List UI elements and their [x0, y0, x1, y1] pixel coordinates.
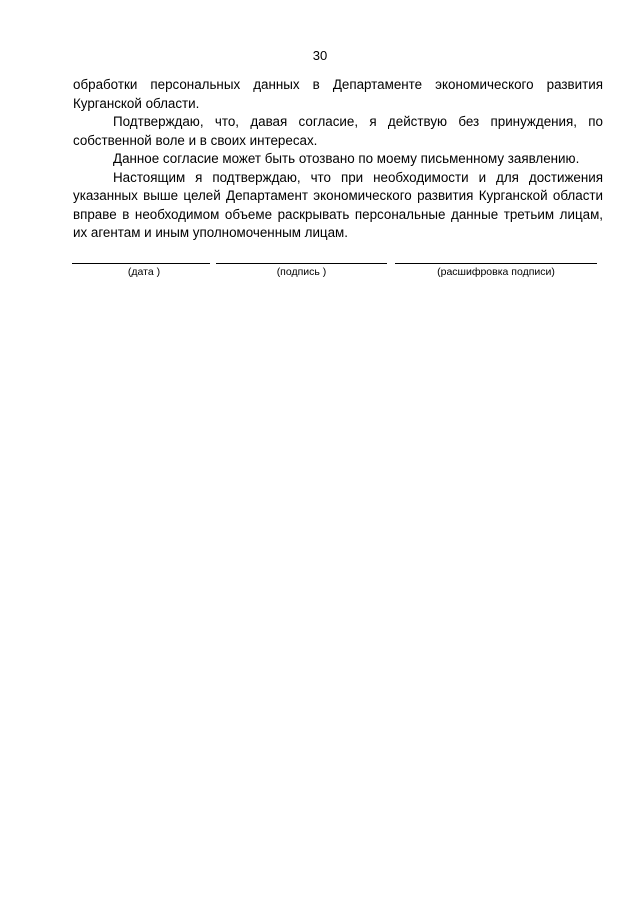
signature-decode-line — [395, 263, 597, 264]
signature-decode-label: (расшифровка подписи) — [437, 266, 555, 278]
paragraph-disclosure: Настоящим я подтверждаю, что при необходимости и для достижения указанных выше целей Департамент экономического развития Курганской области вправе в необходимом объеме раскрывать персональные данные третьим лицам, их агентам и иным уполномоченным лицам. — [73, 169, 603, 240]
date-label: (дата ) — [127, 266, 161, 278]
paragraph-revocation: Данное согласие может быть отозвано по моему письменному заявлению. — [113, 151, 580, 166]
page-number: 30 — [312, 48, 328, 63]
paragraph-purpose: обработки персональных данных в Департаменте экономического развития Курганской области. — [73, 77, 603, 111]
signature-line — [216, 263, 387, 264]
paragraph-voluntary: Подтверждаю, что, давая согласие, я действую без принуждения, по собственной воле и в своих интересах. — [73, 114, 603, 148]
date-line — [72, 263, 210, 264]
signature-label: (подпись ) — [276, 266, 327, 278]
consent-text — [73, 76, 603, 243]
signature-block — [0, 263, 640, 283]
